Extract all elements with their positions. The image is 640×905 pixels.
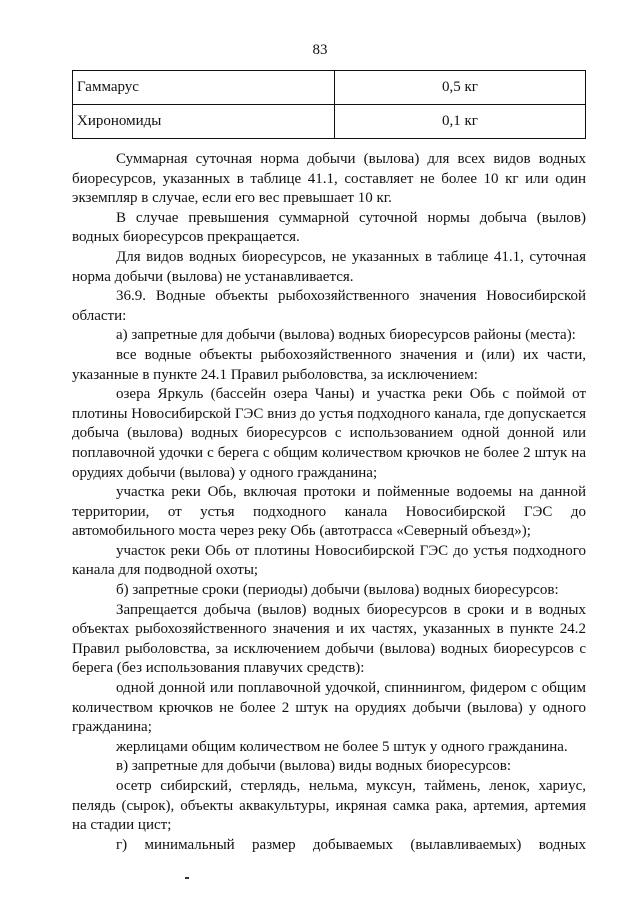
paragraph: Запрещается добыча (вылов) водных биоресурсов в сроки и в водных объектах рыбохозяйственного значения и их частях, указанных в пункте 24.2 Правил рыболовства, за исключением добычи (вылова) водных биоресурсов с берега (без использования плавучих средств): bbox=[72, 601, 586, 677]
table-cell-norm: 0,1 кг bbox=[335, 105, 586, 139]
page-number: 83 bbox=[312, 42, 328, 58]
paragraph: Для видов водных биоресурсов, не указанных в таблице 41.1, суточная норма добычи (вылова) не устанавливается. bbox=[72, 248, 586, 285]
paragraph: а) запретные для добычи (вылова) водных биоресурсов районы (места): bbox=[116, 327, 576, 344]
document-body bbox=[72, 150, 586, 855]
table-cell-norm: 0,5 кг bbox=[335, 71, 586, 105]
table-cell-species: Хирономиды bbox=[73, 105, 335, 139]
paragraph: Суммарная суточная норма добычи (вылова) для всех видов водных биоресурсов, указанных в таблице 41.1, составляет не более 10 кг или один экземпляр в случае, если его вес превышает 10 кг. bbox=[72, 151, 586, 207]
paragraph: одной донной или поплавочной удочкой, спиннингом, фидером с общим количеством крючков не более 2 штук на орудиях добычи (вылова) у одного гражданина; bbox=[72, 680, 586, 736]
paragraph: озера Яркуль (бассейн озера Чаны) и участка реки Обь с поймой от плотины Новосибирской ГЭС вниз до устья подходного канала, где допускается добыча (вылова) водных биоресурсов с использованием одной донной или поплавочной удочки с берега с общим количеством крючков не более 2 штук на орудиях добычи (вылова) у одного гражданина; bbox=[72, 386, 586, 481]
paragraph: все водные объекты рыбохозяйственного значения и (или) их части, указанные в пункте 24.1 Правил рыболовства, за исключением: bbox=[72, 346, 586, 383]
paragraph: участка реки Обь, включая протоки и пойменные водоемы на данной территории, от устья подходного канала Новосибирской ГЭС до автомобильного моста через реку Обь (автотрасса «Северный объезд»); bbox=[72, 484, 586, 540]
paragraph: б) запретные сроки (периоды) добычи (вылова) водных биоресурсов: bbox=[116, 582, 559, 599]
bio-resources-table bbox=[72, 70, 586, 139]
paragraph: участок реки Обь от плотины Новосибирской ГЭС до устья подходного канала для подводной охоты; bbox=[72, 542, 586, 579]
paragraph: жерлицами общим количеством не более 5 штук у одного гражданина. bbox=[116, 738, 568, 755]
paragraph: в) запретные для добычи (вылова) виды водных биоресурсов: bbox=[116, 758, 511, 775]
table-cell-species: Гаммарус bbox=[73, 71, 335, 105]
scan-mark bbox=[185, 877, 189, 879]
paragraph: В случае превышения суммарной суточной нормы добыча (вылов) водных биоресурсов прекращается. bbox=[72, 209, 586, 246]
paragraph: осетр сибирский, стерлядь, нельма, муксун, таймень, ленок, хариус, пелядь (сырок), объекты аквакультуры, икряная самка рака, артемия, артемия на стадии цист; bbox=[72, 778, 586, 834]
paragraph: г) минимальный размер добываемых (вылавливаемых) водных bbox=[116, 836, 586, 853]
section-heading: 36.9. Водные объекты рыбохозяйственного значения Новосибирской области: bbox=[72, 288, 586, 324]
table-row bbox=[73, 71, 586, 105]
table-row bbox=[73, 105, 586, 139]
